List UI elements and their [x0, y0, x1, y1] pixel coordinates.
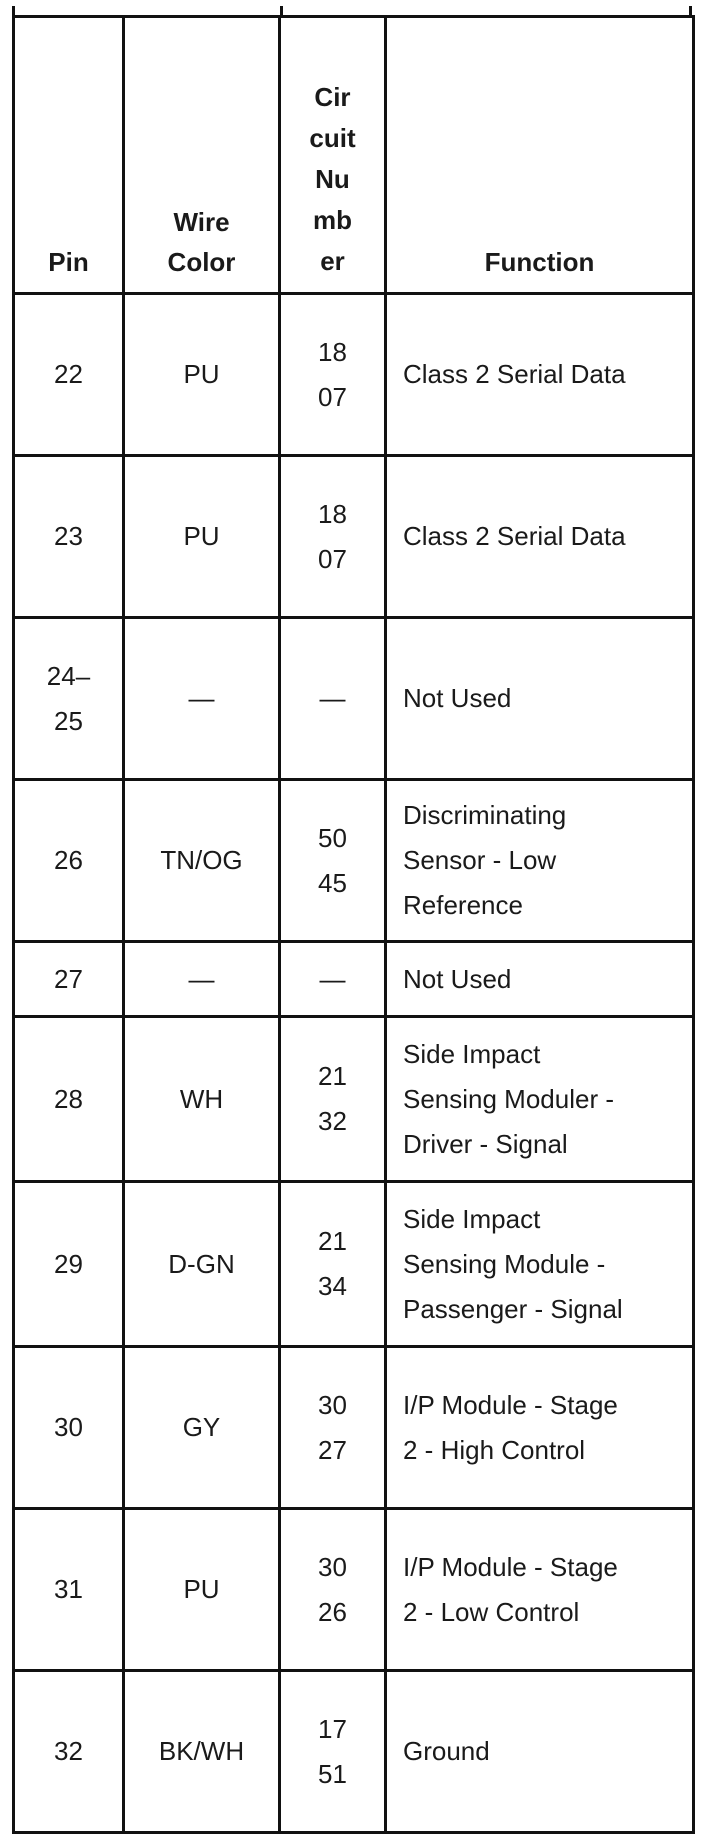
pin-cell: [14, 780, 124, 942]
circuit-number-cell: [280, 1509, 386, 1671]
function-cell: [386, 456, 694, 618]
pin-cell: [14, 294, 124, 456]
circuit-number-cell: [280, 1347, 386, 1509]
function-cell-text: Side Impact Sensing Moduler - Driver - Signal: [403, 1038, 614, 1159]
wire-color-cell: [124, 1509, 280, 1671]
pin-cell: [14, 618, 124, 780]
circuit-number-cell: [280, 780, 386, 942]
function-cell-text: Side Impact Sensing Module - Passenger - Signal: [403, 1203, 623, 1324]
function-cell-text: Ground: [403, 1736, 490, 1766]
table-header: [14, 17, 694, 294]
function-cell: [386, 1182, 694, 1347]
table-row: [14, 780, 694, 942]
wire-color-cell: [124, 294, 280, 456]
function-cell: [386, 294, 694, 456]
circuit-number-cell: [280, 1017, 386, 1182]
table-body: [14, 294, 694, 1833]
wire-color-cell-text: —: [188, 683, 215, 713]
function-cell: [386, 1671, 694, 1833]
header-wire-color-label: Wire Color: [167, 207, 236, 277]
pin-table: [12, 15, 695, 1834]
wire-color-cell-text: D-GN: [168, 1248, 235, 1279]
wire-color-cell: [124, 942, 280, 1017]
function-cell: [386, 618, 694, 780]
pin-cell-text: 32: [54, 1736, 83, 1766]
header-function: [386, 17, 694, 294]
table-row: [14, 942, 694, 1017]
pin-cell: [14, 1017, 124, 1182]
wire-color-cell-text: BK/WH: [158, 1736, 245, 1766]
pin-cell: [14, 1671, 124, 1833]
pin-cell-text: 31: [54, 1574, 83, 1604]
pin-cell-text: 28: [54, 1083, 83, 1114]
wire-color-cell-text: WH: [179, 1083, 224, 1114]
function-cell-text: Class 2 Serial Data: [403, 359, 626, 389]
function-cell-text: I/P Module - Stage 2 - Low Control: [403, 1551, 618, 1627]
circuit-number-cell: [280, 618, 386, 780]
wire-color-cell-text: GY: [182, 1412, 221, 1442]
function-cell-text: Class 2 Serial Data: [403, 521, 626, 551]
circuit-number-cell-text: 50 45: [318, 822, 347, 898]
function-cell: [386, 1017, 694, 1182]
pin-cell: [14, 1347, 124, 1509]
function-cell-text: Discriminating Sensor - Low Reference: [403, 800, 567, 920]
header-pin-label: Pin: [48, 247, 89, 277]
function-cell: [386, 1509, 694, 1671]
wire-color-cell: [124, 1017, 280, 1182]
wire-color-cell: [124, 1671, 280, 1833]
pin-cell-text: 27: [54, 963, 83, 994]
circuit-number-cell-text: 17 51: [318, 1713, 347, 1789]
function-cell: [386, 942, 694, 1017]
wire-color-cell: [124, 1347, 280, 1509]
circuit-number-cell-text: 18 07: [318, 498, 347, 574]
function-cell-text: Not Used: [403, 963, 512, 994]
header-wire-color: [124, 17, 280, 294]
circuit-number-cell-text: 21 34: [318, 1226, 347, 1301]
table-row: [14, 1671, 694, 1833]
wire-color-cell-text: PU: [183, 359, 220, 389]
wire-color-cell: [124, 780, 280, 942]
table-row: [14, 1182, 694, 1347]
circuit-number-cell-text: 18 07: [318, 336, 347, 412]
circuit-number-cell: [280, 1671, 386, 1833]
header-circuit-number-label: Cir cuit Nu mb er: [309, 82, 356, 276]
pin-cell-text: 22: [54, 359, 83, 389]
pin-cell: [14, 942, 124, 1017]
table-row: [14, 1347, 694, 1509]
header-circuit-number: [280, 17, 386, 294]
wire-color-cell: [124, 456, 280, 618]
pin-cell-text: 29: [54, 1248, 83, 1279]
circuit-number-cell-text: 21 32: [318, 1061, 347, 1136]
header-pin: [14, 17, 124, 294]
pin-cell-text: 24– 25: [46, 660, 91, 736]
pin-cell-text: 23: [54, 521, 83, 551]
function-cell-text: Not Used: [403, 683, 512, 713]
function-cell-text: I/P Module - Stage 2 - High Control: [403, 1389, 618, 1465]
circuit-number-cell: [280, 456, 386, 618]
table-row: [14, 456, 694, 618]
table-row: [14, 1017, 694, 1182]
circuit-number-cell-text: —: [319, 963, 346, 994]
circuit-number-cell-text: —: [319, 683, 346, 713]
pin-cell: [14, 456, 124, 618]
circuit-number-cell: [280, 942, 386, 1017]
pin-cell: [14, 1182, 124, 1347]
wire-color-cell: [124, 618, 280, 780]
circuit-number-cell: [280, 1182, 386, 1347]
wire-color-cell: [124, 1182, 280, 1347]
header-function-label: Function: [484, 247, 595, 277]
function-cell: [386, 1347, 694, 1509]
circuit-number-cell-text: 30 27: [318, 1389, 347, 1465]
table-row: [14, 1509, 694, 1671]
circuit-number-cell: [280, 294, 386, 456]
pin-cell: [14, 1509, 124, 1671]
function-cell: [386, 780, 694, 942]
table-row: [14, 294, 694, 456]
table-row: [14, 618, 694, 780]
wire-color-cell-text: PU: [183, 1574, 220, 1604]
wire-color-cell-text: PU: [183, 521, 220, 551]
pin-cell-text: 26: [54, 845, 83, 875]
pin-cell-text: 30: [54, 1412, 83, 1442]
wire-color-cell-text: —: [188, 963, 215, 994]
circuit-number-cell-text: 30 26: [318, 1551, 347, 1627]
wire-color-cell-text: TN/OG: [160, 845, 243, 875]
